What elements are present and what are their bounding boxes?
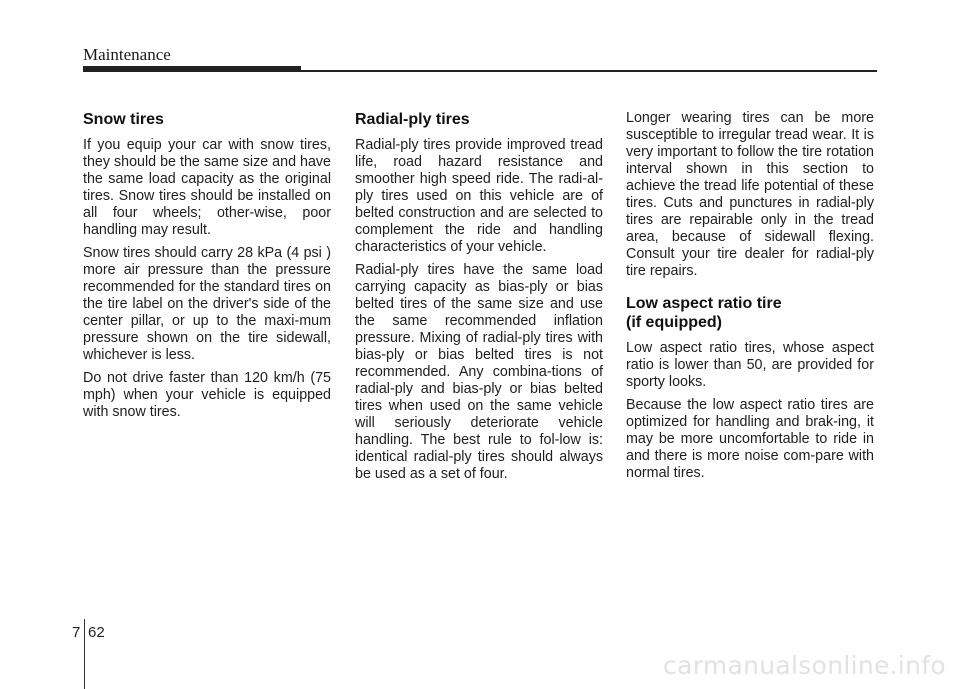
column-snow-tires xyxy=(83,110,331,427)
column-radial-ply xyxy=(355,110,603,489)
low-aspect-paragraph: Because the low aspect ratio tires are optimized for handling and brak-ing, it may be more uncomfortable to ride in and there is more noise com-pare with normal tires. xyxy=(626,397,874,481)
tread-wear-paragraph: Longer wearing tires can be more susceptible to irregular tread wear. It is very important to follow the tire rotation interval shown in this section to achieve the tread life potential of these tires. Cuts and punctures in radial-ply tires are repairable only in the tread area, because of sidewall flexing. Consult your tire dealer for radial-ply tire repairs. xyxy=(626,110,874,279)
radial-ply-heading: Radial-ply tires xyxy=(355,111,470,128)
watermark: carmanualsonline.info xyxy=(663,651,946,680)
chapter-number: 7 xyxy=(72,624,81,641)
header-rule-thin xyxy=(301,70,877,72)
snow-tires-paragraph: Do not drive faster than 120 km/h (75 mph) when your vehicle is equipped with snow tires. xyxy=(83,370,331,420)
low-aspect-paragraph: Low aspect ratio tires, whose aspect ratio is lower than 50, are provided for sporty looks. xyxy=(626,340,874,390)
low-aspect-heading xyxy=(626,294,874,332)
radial-ply-paragraph: Radial-ply tires provide improved tread life, road hazard resistance and smoother high speed ride. The radi-al-ply tires used on this vehicle are of belted construction and are selected to complement the ride and handling characteristics of your vehicle. xyxy=(355,137,603,255)
low-aspect-heading-line1: Low aspect ratio tire xyxy=(626,295,782,312)
radial-ply-paragraph: Radial-ply tires have the same load carrying capacity as bias-ply or bias belted tires of the same size and use the same recommended inflation pressure. Mixing of radial-ply tires with bias-ply or bias belted tires is not recommended. Any combina-tions of radial-ply and bias-ply or bias belted tires when used on the same vehicle will seriously deteriorate vehicle handling. The best rule to fol-low is: identical radial-ply tires should always be used as a set of four. xyxy=(355,262,603,482)
low-aspect-heading-line2: (if equipped) xyxy=(626,314,722,331)
column-low-aspect xyxy=(626,110,874,488)
snow-tires-paragraph: Snow tires should carry 28 kPa (4 psi ) more air pressure than the pressure recommended for the standard tires on the tire label on the driver's side of the center pillar, or up to the maxi-mum pressure shown on the tire sidewall, whichever is less. xyxy=(83,245,331,363)
snow-tires-heading: Snow tires xyxy=(83,111,164,128)
header-rule-thick xyxy=(83,66,301,72)
section-title: Maintenance xyxy=(83,45,171,64)
footer-divider xyxy=(84,619,85,689)
snow-tires-paragraph: If you equip your car with snow tires, they should be the same size and have the same load capacity as the original tires. Snow tires should be installed on all four wheels; other-wise, poor handling may result. xyxy=(83,137,331,238)
page-number: 62 xyxy=(88,624,105,641)
